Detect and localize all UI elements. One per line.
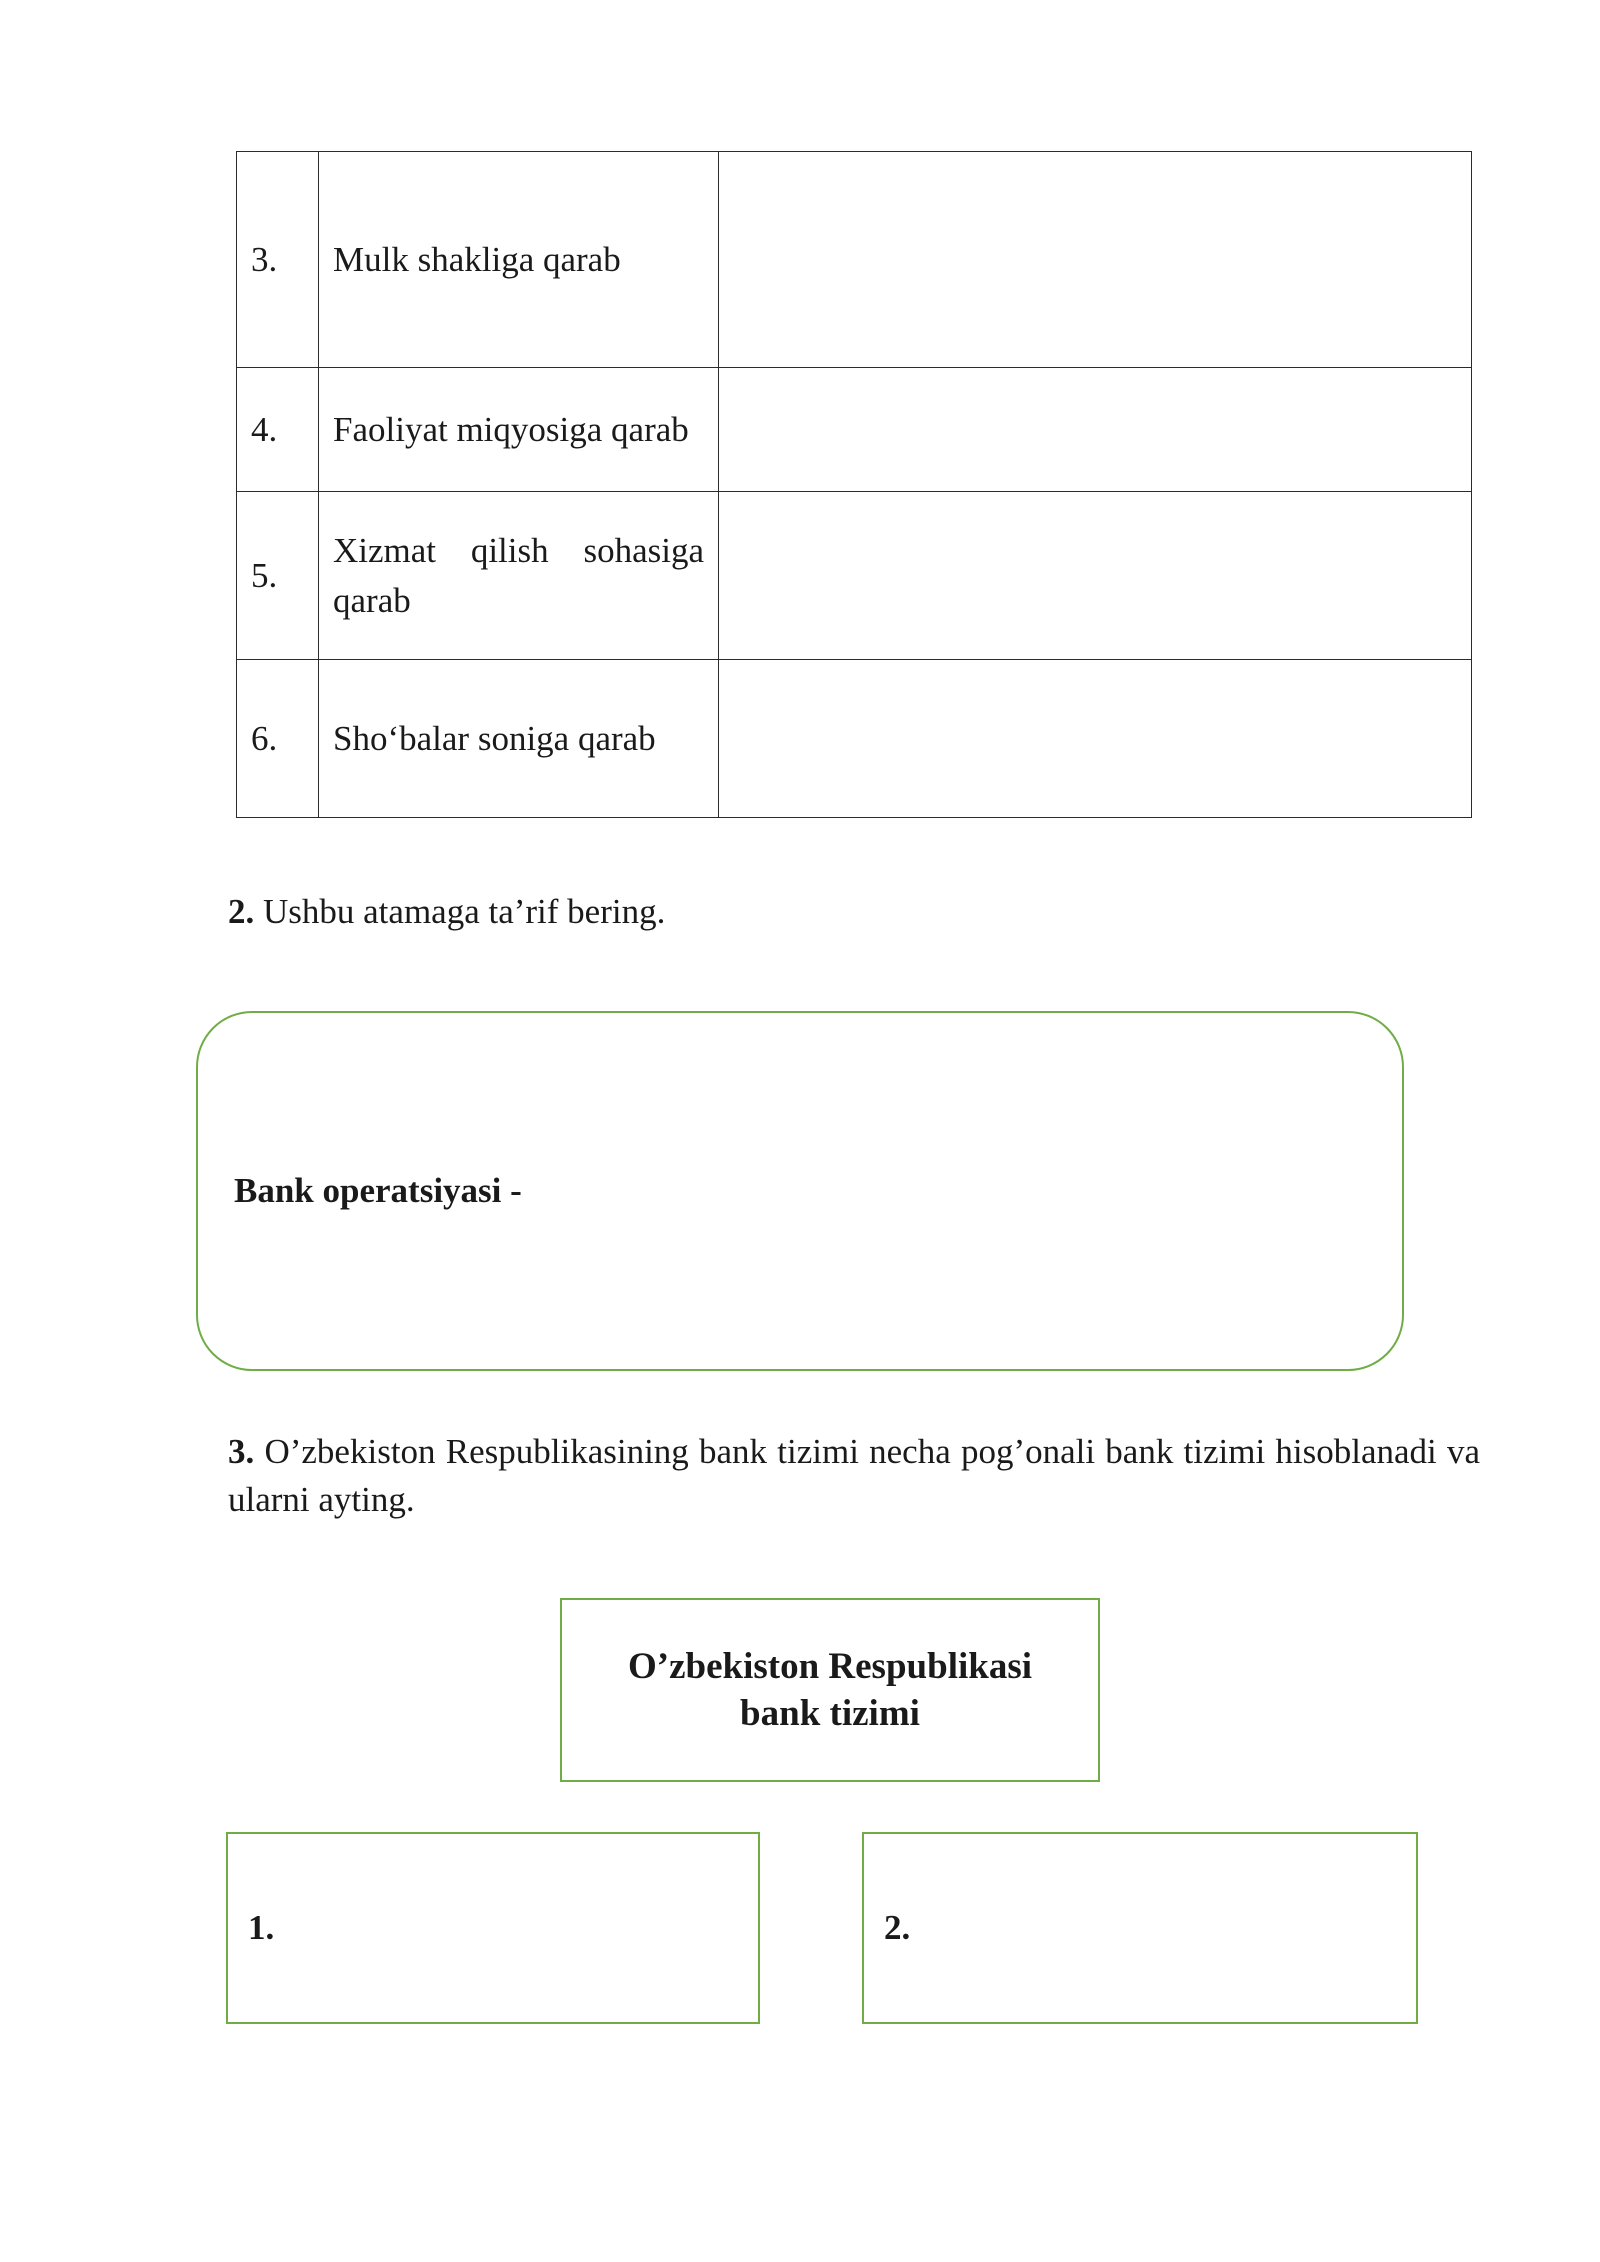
row-answer-cell[interactable] — [719, 660, 1472, 818]
bank-system-root-box — [560, 1598, 1100, 1782]
row-answer-cell[interactable] — [719, 492, 1472, 660]
classification-table — [236, 151, 1472, 818]
question-2 — [228, 888, 665, 936]
row-number: 4. — [237, 368, 319, 492]
level-1-box[interactable] — [226, 1832, 760, 2024]
table-row — [237, 152, 1472, 368]
row-number: 5. — [237, 492, 319, 660]
table-row — [237, 492, 1472, 660]
level-2-label: 2. — [884, 1908, 911, 1947]
definition-term: Bank operatsiyasi - — [234, 1171, 522, 1210]
question-2-number: 2. — [228, 892, 255, 931]
definition-box[interactable] — [196, 1011, 1404, 1371]
row-answer-cell[interactable] — [719, 152, 1472, 368]
level-1-label: 1. — [248, 1908, 275, 1947]
row-criterion: Xizmat qilish sohasiga qarab — [319, 492, 719, 660]
question-3-number: 3. — [228, 1432, 255, 1471]
row-criterion: Faoliyat miqyosiga qarab — [319, 368, 719, 492]
table-row — [237, 368, 1472, 492]
root-box-line-1: O’zbekiston Respublikasi — [627, 1646, 1033, 1687]
root-box-line-2: bank tizimi — [740, 1693, 920, 1734]
row-number: 6. — [237, 660, 319, 818]
question-3-text: O’zbekiston Respublikasining bank tizimi necha pog’onali bank tizimi hisoblanadi va ularni ayting. — [228, 1432, 1481, 1519]
question-3 — [228, 1428, 1480, 1524]
question-2-text: Ushbu atamaga ta’rif bering. — [263, 892, 666, 931]
table-row — [237, 660, 1472, 818]
row-number: 3. — [237, 152, 319, 368]
row-criterion: Sho‘balar soniga qarab — [319, 660, 719, 818]
level-2-box[interactable] — [862, 1832, 1418, 2024]
row-criterion: Mulk shakliga qarab — [319, 152, 719, 368]
row-answer-cell[interactable] — [719, 368, 1472, 492]
